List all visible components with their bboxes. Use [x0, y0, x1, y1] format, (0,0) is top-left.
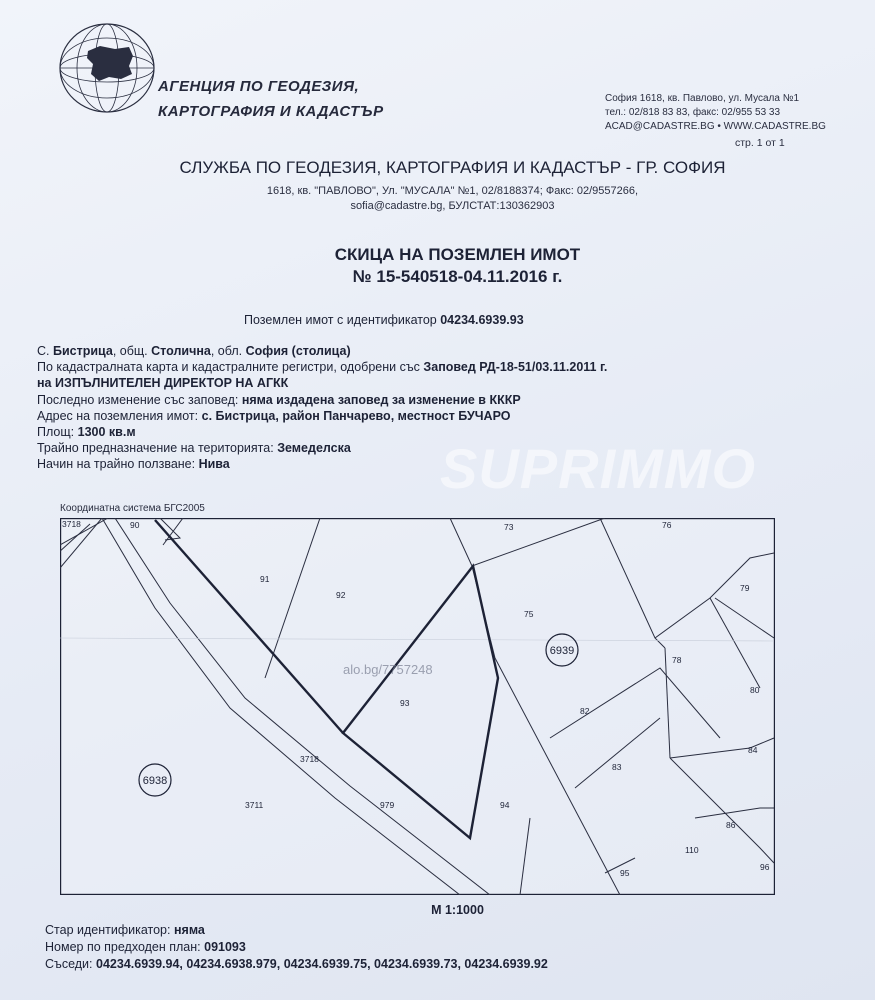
neighbors-line: [45, 956, 548, 973]
parcel-label: 75: [524, 609, 534, 619]
purpose-value: Земеделска: [277, 441, 351, 456]
region-prefix: , обл.: [210, 344, 243, 358]
parcel-label: 80: [750, 685, 760, 695]
location-line: [37, 343, 607, 359]
address-label: Адрес на поземления имот:: [37, 408, 199, 423]
parcel-label: 76: [662, 520, 672, 530]
agency-address: [605, 92, 826, 134]
service-contact-line1: 1618, кв. "ПАВЛОВО", Ул. "МУСАЛА" №1, 02/8188374; Факс: 02/9557266,: [266, 185, 639, 197]
usage-value: Нива: [198, 457, 230, 472]
property-identifier-line: [244, 313, 524, 327]
map-scale: М 1:1000: [431, 903, 484, 917]
parcel-label: 90: [130, 520, 140, 530]
usage-label: Начин на трайно ползване:: [37, 457, 196, 472]
address-value: с. Бистрица, район Панчарево, местност БУЧАРО: [201, 408, 511, 423]
document-title: СКИЦА НА ПОЗЕМЛЕН ИМОТ: [334, 245, 581, 264]
parcel-label: 93: [400, 698, 410, 708]
parcel-label: 79: [740, 583, 750, 593]
director-prefix: на: [37, 376, 52, 391]
parcel-label: 82: [580, 706, 590, 716]
parcel-label: 92: [336, 590, 346, 600]
coordinate-system: Координатна система БГС2005: [60, 503, 205, 514]
cadastral-map: [60, 518, 775, 895]
old-id-value: няма: [173, 923, 205, 937]
page-indicator: стр. 1 от 1: [735, 137, 785, 149]
parcel-label: 83: [612, 762, 622, 772]
prev-plan-label: Номер по предходен план:: [45, 940, 201, 954]
parcel-label: 3718: [62, 519, 81, 529]
agency-name-line1: АГЕНЦИЯ ПО ГЕОДЕЗИЯ,: [158, 78, 360, 95]
director: ИЗПЪЛНИТЕЛЕН ДИРЕКТОР НА АГКК: [55, 376, 289, 391]
identifier-value: 04234.6939.93: [440, 313, 524, 327]
identifier-label: Поземлен имот с идентификатор: [244, 313, 437, 327]
approval-line: [37, 359, 607, 375]
prev-plan-line: [45, 939, 548, 956]
agency-name-line2: КАРТОГРАФИЯ И КАДАСТЪР: [158, 103, 384, 120]
parcel-label: 3711: [245, 800, 264, 810]
old-id-line: [45, 922, 548, 939]
parcel-label: 86: [726, 820, 736, 830]
service-contact: [0, 184, 875, 214]
agency-address-line1: София 1618, кв. Павлово, ул. Мусала №1: [605, 93, 800, 104]
footer-info: [45, 922, 548, 973]
agency-web-line: ACAD@CADASTRE.BG • WWW.CADASTRE.BG: [605, 121, 826, 132]
approval-text: По кадастралната карта и кадастралните регистри, одобрени със: [37, 360, 420, 375]
parcel-label: 979: [380, 800, 395, 810]
parcel-label: 96: [760, 862, 770, 872]
parcel-label: 84: [748, 745, 758, 755]
parcel-label: 94: [500, 800, 510, 810]
neighbors-value: 04234.6939.94, 04234.6938.979, 04234.6939.75, 04234.6939.73, 04234.6939.92: [96, 957, 548, 971]
document-title-block: [0, 244, 875, 288]
service-contact-line2: sofia@cadastre.bg, БУЛСТАТ:130362903: [350, 200, 555, 212]
parcel-label: 78: [672, 655, 682, 665]
svg-text:6938: 6938: [142, 775, 168, 787]
director-line: [37, 375, 607, 391]
agency-phone-line: тел.: 02/818 83 83, факс: 02/955 53 33: [605, 107, 781, 118]
watermark-source: alo.bg/7757248: [343, 662, 433, 677]
village: Бистрица: [52, 344, 113, 358]
municipality-prefix: , общ.: [112, 344, 148, 358]
parcel-label: 91: [260, 574, 270, 584]
last-change-value: няма издадена заповед за изменение в КККР: [241, 392, 521, 407]
municipality: Столична: [151, 344, 211, 358]
parcel-label: 3718: [300, 754, 319, 764]
area-label: Площ:: [37, 425, 75, 440]
parcel-label: 110: [685, 845, 699, 855]
service-title: СЛУЖБА ПО ГЕОДЕЗИЯ, КАРТОГРАФИЯ И КАДАСТЪР - ГР. СОФИЯ: [179, 158, 726, 177]
old-id-label: Стар идентификатор:: [45, 923, 171, 937]
last-change-label: Последно изменение със заповед:: [37, 392, 239, 407]
area-value: 1300 кв.м: [77, 425, 136, 440]
approval-order: Заповед РД-18-51/03.11.2011 г.: [423, 360, 608, 375]
neighbors-label: Съседи:: [45, 957, 93, 971]
watermark-brand: SUPRIMMO: [440, 437, 756, 500]
last-change-line: [37, 392, 607, 408]
document-number: № 15-540518-04.11.2016 г.: [352, 267, 563, 286]
region: София (столица): [245, 344, 351, 358]
parcel-label: 95: [620, 868, 630, 878]
svg-text:6939: 6939: [549, 645, 575, 657]
prev-plan-value: 091093: [204, 940, 246, 954]
parcel-label: 73: [504, 522, 514, 532]
address-line: [37, 408, 607, 424]
purpose-label: Трайно предназначение на територията:: [37, 441, 274, 456]
agency-logo: [55, 18, 160, 118]
agency-name: [158, 74, 384, 124]
location-prefix: С.: [37, 344, 50, 358]
